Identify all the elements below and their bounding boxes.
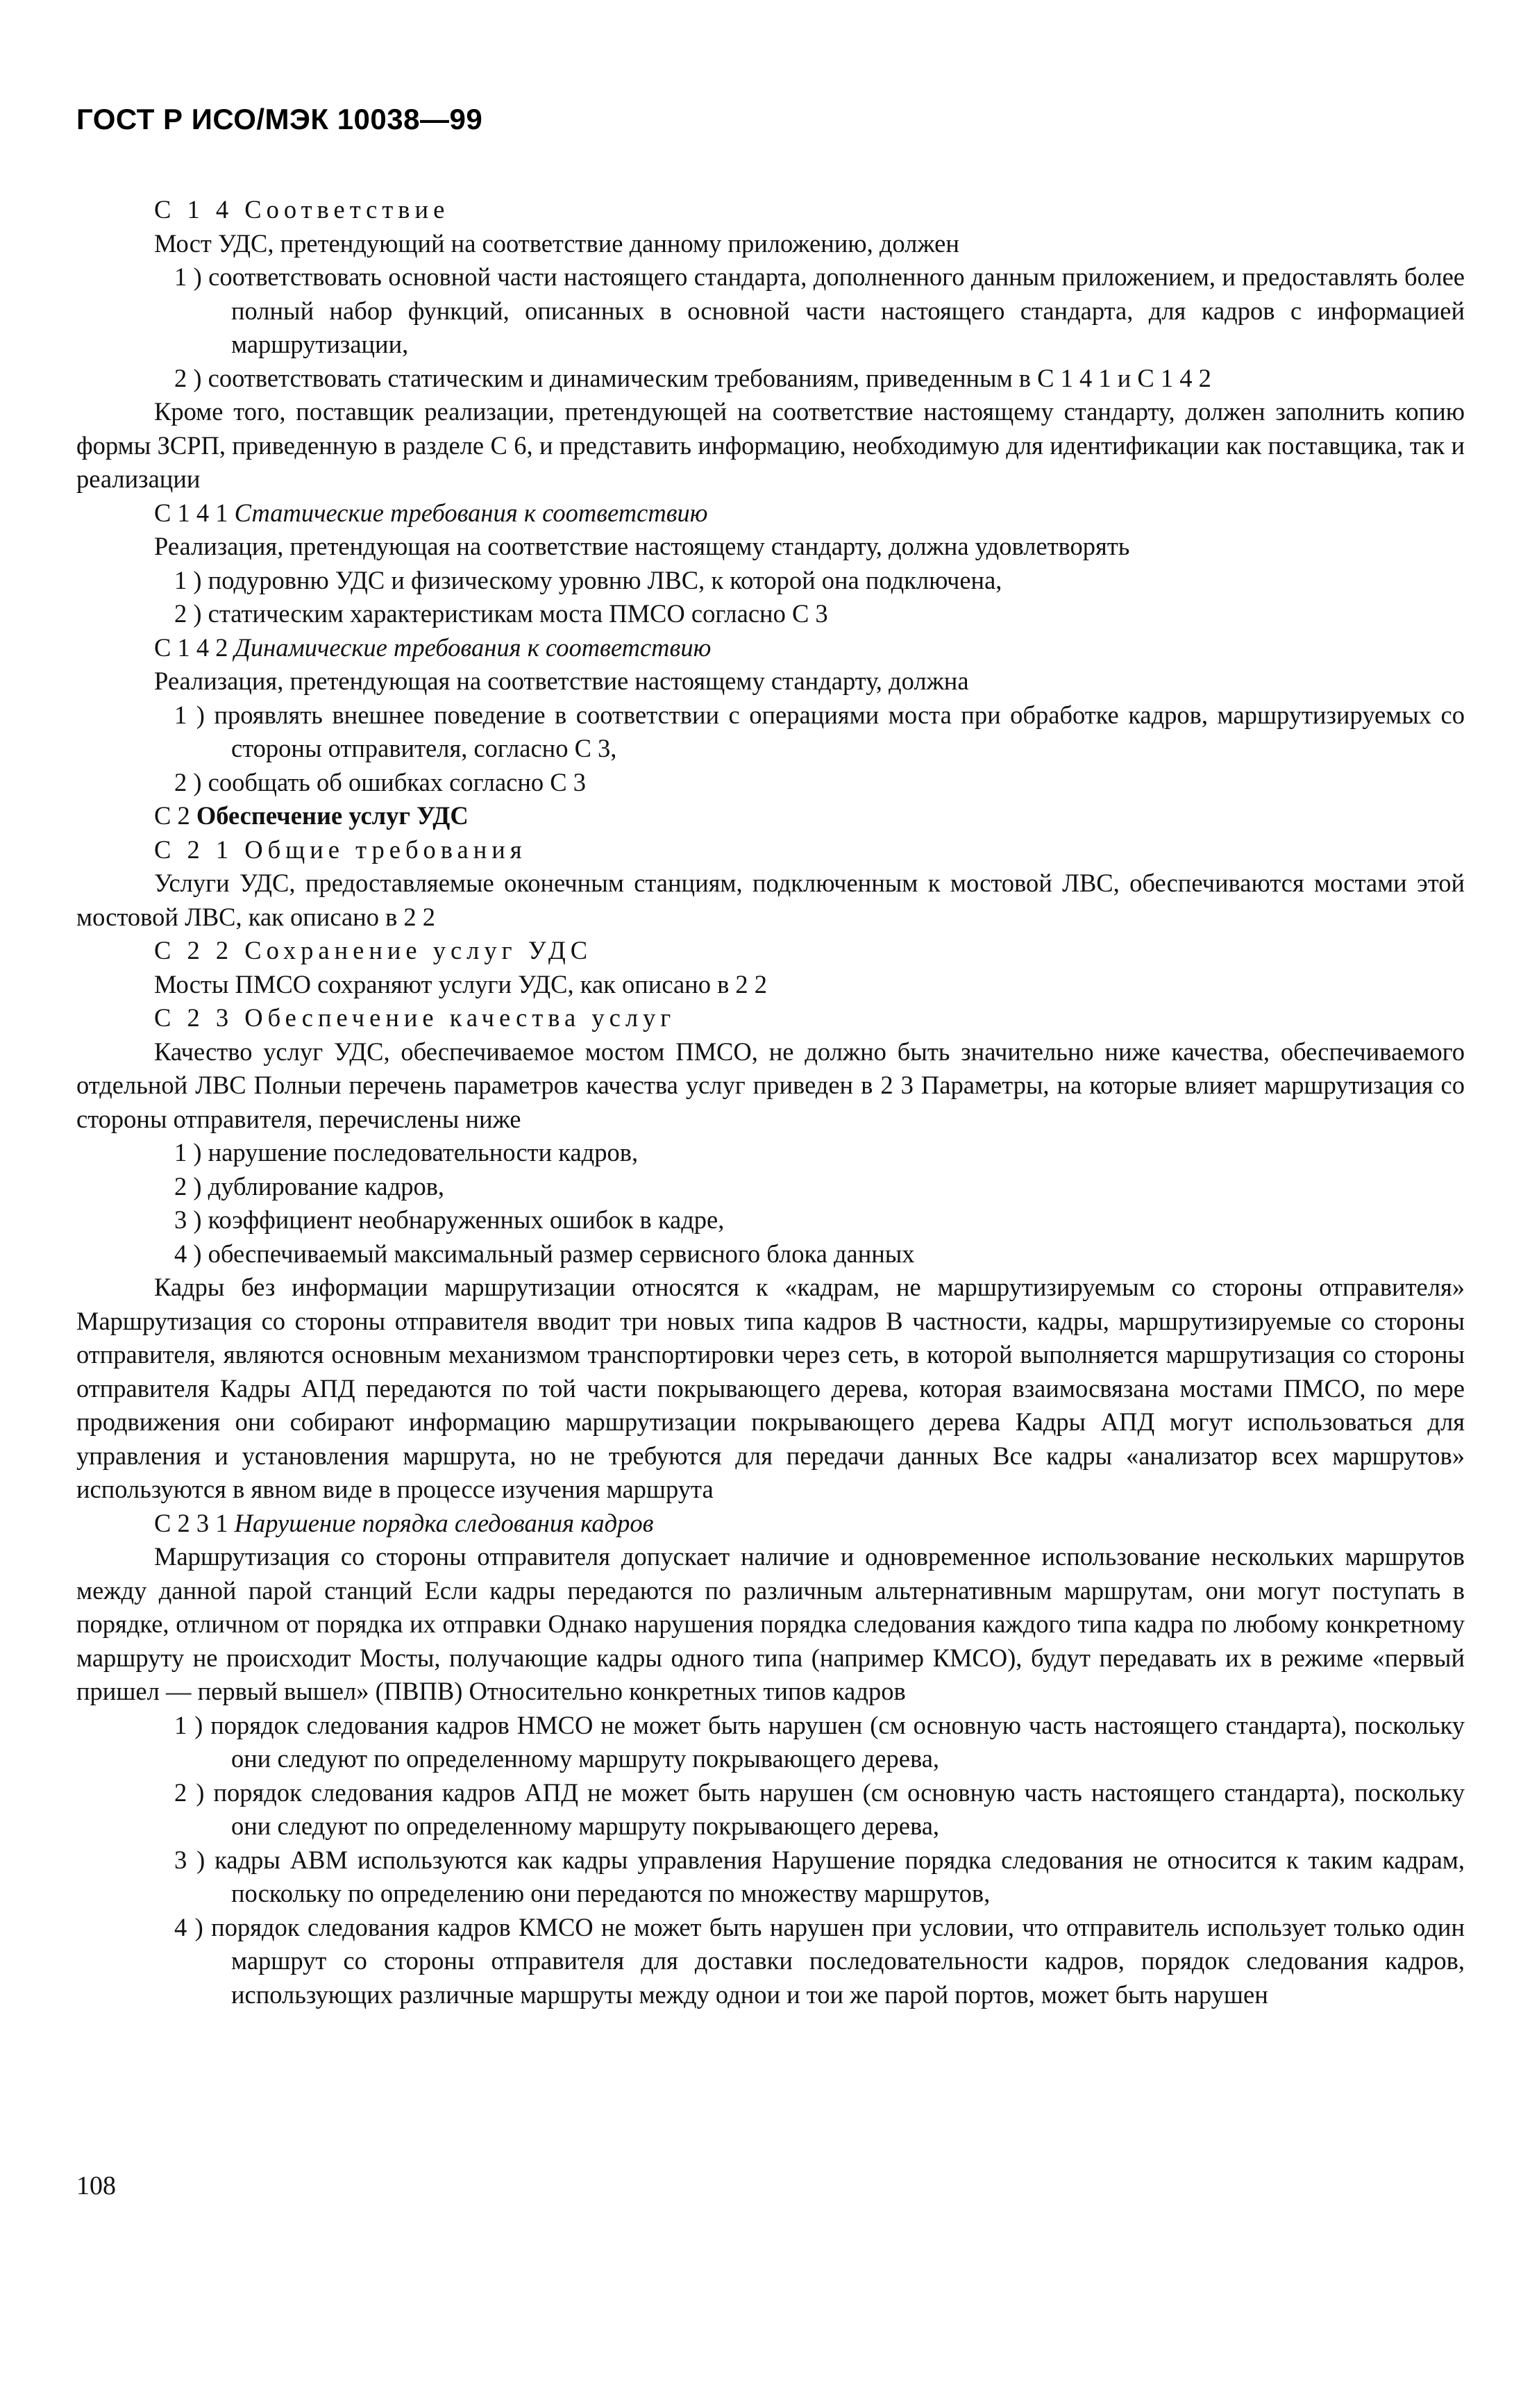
paragraph: Кроме того, поставщик реализации, претендующей на соответствие настоящему стандарту, должен заполнить копию формы ЗСРП, приведенную в разделе С 6, и представить информацию, необходимую для идентификации как поставщика, так и реализации bbox=[76, 397, 1465, 493]
paragraph: Реализация, претендующая на соответствие настоящему стандарту, должна bbox=[154, 667, 969, 695]
subsection-heading bbox=[76, 631, 1465, 665]
heading-number: С 2 bbox=[154, 801, 190, 830]
section-heading: С 2 3 Обеспечение качества услуг bbox=[154, 1003, 676, 1032]
paragraph: Маршрутизация со стороны отправителя допускает наличие и одновременное использование нескольких маршрутов между данной парой станций Если кадры передаются по различным альтернативным маршрутам, они могут поступать в порядке, отличном от порядка их отправки Однако нарушения порядка следования каждого типа кадра по любому конкретному маршруту не происходит Мосты, получающие кадры одного типа (например КМСО), будут передавать их в режиме «первый пришел — первый вышел» (ПВПВ) Относительно конкретных типов кадров bbox=[76, 1542, 1465, 1705]
list-item: 1 ) соответствовать основной части настоящего стандарта, дополненного данным приложением, и предоставлять более полный набор функций, описанных в основной части настоящего стандарта, для кадров с информацией маршрутизации, bbox=[174, 262, 1465, 358]
heading-title: Динамические требования к соответствию bbox=[234, 633, 712, 662]
list-item: 2 ) соответствовать статическим и динамическим требованиям, приведенным в С 1 4 1 и С 1 4 2 bbox=[174, 363, 1211, 392]
paragraph: Реализация, претендующая на соответствие настоящему стандарту, должна удовлетворять bbox=[154, 532, 1130, 560]
heading-title: Статические требования к соответствию bbox=[234, 498, 708, 527]
section-heading: С 2 1 Общие требования bbox=[154, 835, 527, 864]
list-item: 2 ) дублирование кадров, bbox=[174, 1171, 445, 1201]
list-item: 1 ) проявлять внешнее поведение в соответствии с операциями моста при обработке кадров, маршрутизируемых со стороны отправителя, согласно С 3, bbox=[174, 700, 1465, 762]
list-item: 1 ) порядок следования кадров НМСО не может быть нарушен (см основную часть настоящего стандарта), поскольку они следуют по определенному маршруту покрывающего дерева, bbox=[174, 1710, 1465, 1773]
list-item: 1 ) подуровню УДС и физическому уровню ЛВС, к которой она подключена, bbox=[174, 565, 1002, 594]
paragraph: Услуги УДС, предоставляемые оконечным станциям, подключенным к мостовой ЛВС, обеспечиваются мостами этой мостовой ЛВС, как описано в 2 2 bbox=[76, 869, 1465, 931]
section-heading: С 2 2 Сохранение услуг УДС bbox=[154, 936, 593, 964]
list-item: 3 ) коэффициент необнаруженных ошибок в кадре, bbox=[174, 1205, 725, 1234]
list-item: 4 ) обеспечиваемый максимальный размер сервисного блока данных bbox=[174, 1239, 915, 1268]
document-body bbox=[76, 193, 1465, 2012]
section-heading: С 1 4 Соответствие bbox=[154, 195, 450, 224]
subsection-heading bbox=[76, 1507, 1465, 1541]
list-item: 4 ) порядок следования кадров КМСО не может быть нарушен при условии, что отправитель использует только один маршрут со стороны отправителя для доставки последовательности кадров, порядок следования кадров, использующих различные маршруты между однои и тои же парой портов, может быть нарушен bbox=[174, 1912, 1465, 2009]
heading-number: С 2 3 1 bbox=[154, 1508, 228, 1537]
subsection-heading bbox=[76, 496, 1465, 530]
list-item: 2 ) порядок следования кадров АПД не может быть нарушен (см основную часть настоящего стандарта), поскольку они следуют по определенному маршруту покрывающего дерева, bbox=[174, 1778, 1465, 1840]
list-item: 2 ) сообщать об ошибках согласно С 3 bbox=[174, 767, 586, 796]
paragraph: Кадры без информации маршрутизации относятся к «кадрам, не маршрутизируемым со стороны отправителя» Маршрутизация со стороны отправителя вводит три новых типа кадров В частности, кадры, маршрутизируемые со стороны отправителя, являются основным механизмом транспортировки через сеть, в которой выполняется маршрутизация со стороны отправителя Кадры АПД передаются по той части покрывающего дерева, которая взаимосвязана мостами ПМСО, по мере продвижения они собирают информацию маршрутизации покрывающего дерева Кадры АПД могут использоваться для управления и установления маршрута, но не требуются для передачи данных Все кадры «анализатор всех маршрутов» используются в явном виде в процессе изучения маршрута bbox=[76, 1273, 1465, 1503]
paragraph: Мосты ПМСО сохраняют услуги УДС, как описано в 2 2 bbox=[154, 969, 768, 998]
heading-number: С 1 4 1 bbox=[154, 498, 228, 527]
list-item: 3 ) кадры АВМ используются как кадры управления Нарушение порядка следования не относится к таким кадрам, поскольку по определению они передаются по множеству маршрутов, bbox=[174, 1845, 1465, 1907]
subsection-heading bbox=[76, 799, 1465, 833]
list-item: 2 ) статическим характеристикам моста ПМСО согласно С 3 bbox=[174, 599, 828, 628]
heading-title: Обеспечение услуг УДС bbox=[196, 801, 469, 830]
heading-title: Нарушение порядка следования кадров bbox=[234, 1508, 654, 1537]
document-header: ГОСТ Р ИСО/МЭК 10038—99 bbox=[76, 103, 483, 135]
list-item: 1 ) нарушение последовательности кадров, bbox=[174, 1138, 639, 1167]
heading-number: С 1 4 2 bbox=[154, 633, 228, 662]
paragraph: Качество услуг УДС, обеспечиваемое мостом ПМСО, не должно быть значительно ниже качества, обеспечиваемого отдельной ЛВС Полныи перечень параметров качества услуг приведен в 2 3 Параметры, на которые влияет маршрутизация со стороны отправителя, перечислены ниже bbox=[76, 1037, 1465, 1133]
paragraph: Мост УДС, претендующий на соответствие данному приложению, должен bbox=[154, 228, 959, 258]
page-number: 108 bbox=[76, 2171, 116, 2200]
